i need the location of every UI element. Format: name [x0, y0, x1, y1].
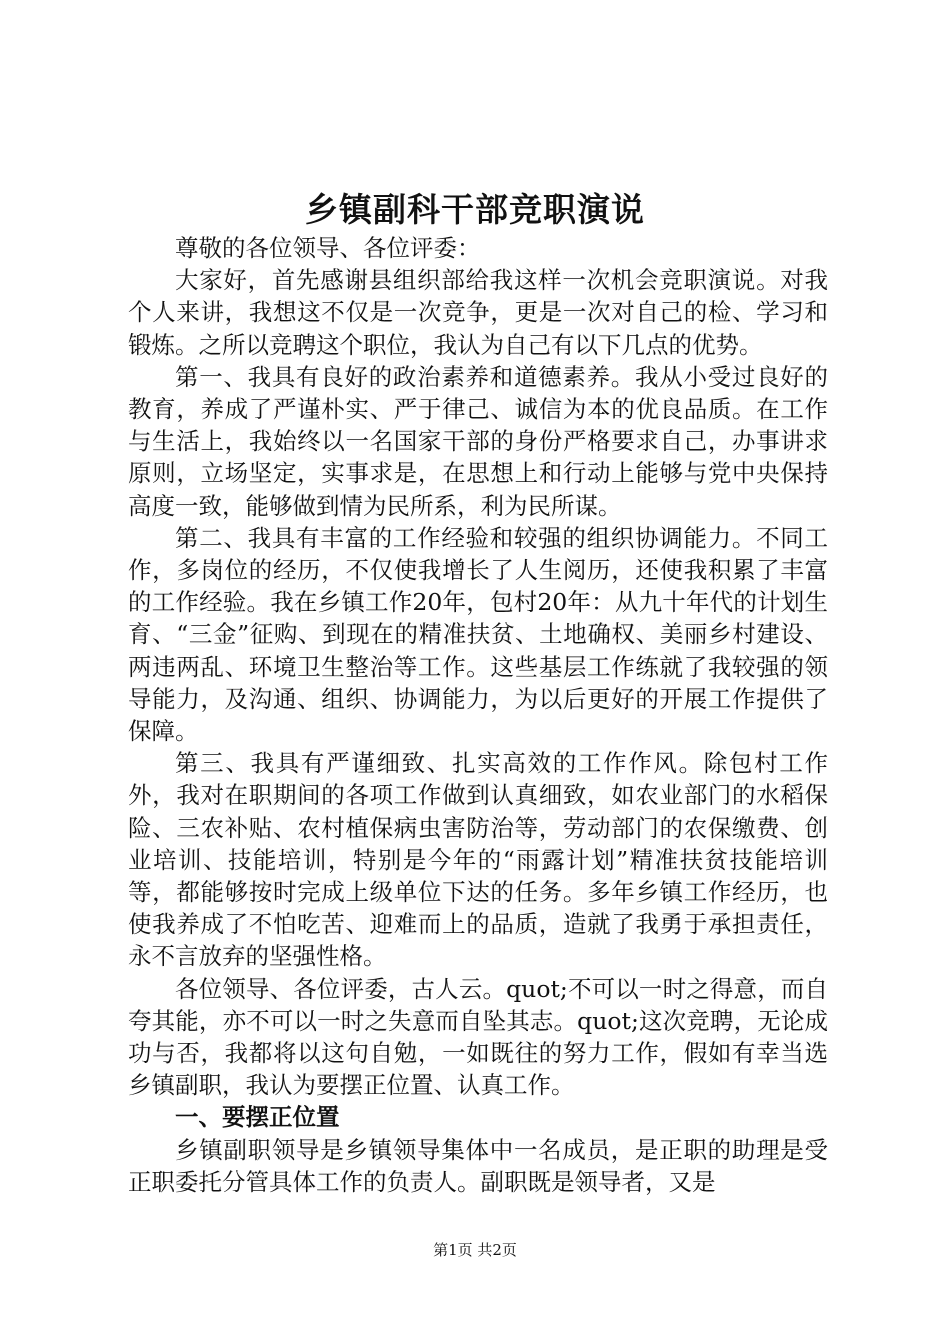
- point-one-paragraph: 第一、我具有良好的政治素养和道德素养。我从小受过良好的教育，养成了严谨朴实、严于律己、诚信为本的优良品质。在工作与生活上，我始终以一名国家干部的身份严格要求自己，办事讲求原则，立场坚定，实事求是，在思想上和行动上能够与党中央保持高度一致，能够做到情为民所系，利为民所谋。: [128, 362, 828, 520]
- page-footer: 第1页 共2页: [433, 1241, 517, 1259]
- section-heading: 一、要摆正位置: [175, 1103, 340, 1132]
- intro-paragraph: 大家好，首先感谢县组织部给我这样一次机会竞职演说。对我个人来讲，我想这不仅是一次竞争，更是一次对自己的检、学习和锻炼。之所以竞聘这个职位，我认为自己有以下几点的优势。: [128, 266, 828, 359]
- closing-paragraph: 各位领导、各位评委，古人云。quot;不可以一时之得意，而自夸其能，亦不可以一时之失意而自坠其志。quot;这次竞聘，无论成功与否，我都将以这句自勉，一如既往的努力工作，假如有幸当选乡镇副职，我认为要摆正位置、认真工作。: [128, 974, 828, 1100]
- point-three-paragraph: 第三、我具有严谨细致、扎实高效的工作作风。除包村工作外，我对在职期间的各项工作做到认真细致，如农业部门的水稻保险、三农补贴、农村植保病虫害防治等，劳动部门的农保缴费、创业培训、技能培训，特别是今年的“雨露计划”精准扶贫技能培训等，都能够按时完成上级单位下达的任务。多年乡镇工作经历，也使我养成了不怕吃苦、迎难而上的品质，造就了我勇于承担责任，永不言放弃的坚强性格。: [128, 749, 828, 971]
- section-paragraph: 乡镇副职领导是乡镇领导集体中一名成员，是正职的助理是受正职委托分管具体工作的负责人。副职既是领导者，又是: [128, 1135, 828, 1196]
- salutation-paragraph: 尊敬的各位领导、各位评委：: [175, 234, 481, 262]
- document-title: 乡镇副科干部竞职演说: [305, 190, 645, 229]
- document-body: [128, 232, 828, 1198]
- point-two-paragraph: 第二、我具有丰富的工作经验和较强的组织协调能力。不同工作，多岗位的经历，不仅使我增长了人生阅历，还使我积累了丰富的工作经验。我在乡镇工作20年，包村20年：从九十年代的计划生育、“三金”征购、到现在的精准扶贫、土地确权、美丽乡村建设、两违两乱、环境卫生整治等工作。这些基层工作练就了我较强的领导能力，及沟通、组织、协调能力，为以后更好的开展工作提供了保障。: [128, 523, 828, 746]
